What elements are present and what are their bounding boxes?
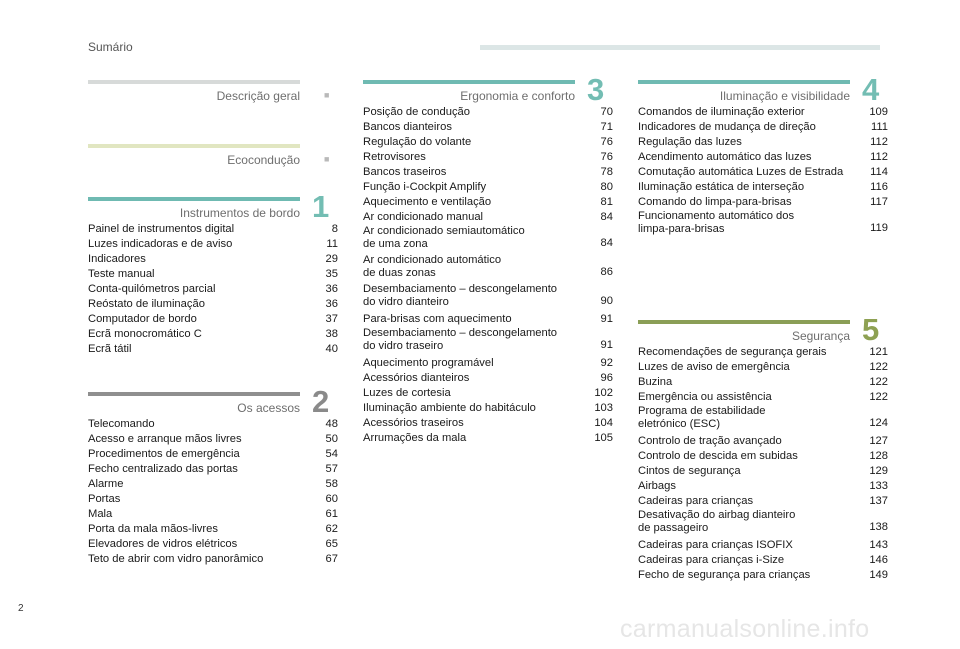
toc-entry-page: 121: [869, 346, 888, 358]
toc-entry[interactable]: [363, 416, 613, 431]
toc-entry-label: Iluminação ambiente do habitáculo: [363, 402, 536, 414]
toc-entry-page: 48: [325, 418, 338, 430]
section-title: Iluminação e visibilidade: [719, 89, 850, 103]
section-title: Descrição geral: [216, 89, 300, 103]
toc-entry-label: Comandos de iluminação exterior: [638, 106, 805, 118]
toc-entry[interactable]: [88, 462, 338, 477]
toc-entry[interactable]: [638, 375, 888, 390]
toc-entry[interactable]: [363, 327, 613, 353]
section-bar: [88, 144, 300, 148]
toc-entry-page: 112: [870, 136, 888, 148]
toc-entry-page: 104: [594, 417, 613, 429]
toc-entry[interactable]: [363, 225, 613, 251]
toc-entry[interactable]: [363, 180, 613, 195]
toc-entry-label: Reóstato de iluminação: [88, 298, 205, 310]
toc-entry-page: 96: [600, 372, 613, 384]
section-bar: [638, 80, 850, 84]
section-bar: [363, 80, 575, 84]
toc-entry[interactable]: [363, 254, 613, 280]
toc-entry[interactable]: [88, 342, 338, 357]
section-seguranca: [638, 312, 888, 583]
section-bar: [88, 197, 300, 201]
toc-entry[interactable]: [88, 327, 338, 342]
toc-list: [88, 222, 338, 357]
toc-entry[interactable]: [88, 312, 338, 327]
toc-entry-label: Indicadores: [88, 253, 146, 265]
toc-entry-page: 50: [325, 433, 338, 445]
section-ergonomia-e-conforto: [363, 72, 613, 446]
section-descricao-geral: [88, 80, 338, 103]
toc-entry-label: Procedimentos de emergência: [88, 448, 240, 460]
toc-entry-label: Programa de estabilidade eletrónico (ESC): [638, 405, 766, 430]
section-number: 1: [312, 189, 330, 224]
toc-entry-page: 91: [600, 313, 613, 325]
toc-entry-label: Conta-quilómetros parcial: [88, 283, 216, 295]
toc-entry-page: 62: [325, 523, 338, 535]
toc-entry-page: 37: [325, 313, 338, 325]
section-number: 3: [587, 72, 605, 107]
toc-entry[interactable]: [638, 135, 888, 150]
toc-entry-page: 76: [600, 136, 613, 148]
toc-entry-page: 80: [600, 181, 613, 193]
toc-entry-page: 61: [325, 508, 338, 520]
toc-entry-page: 38: [325, 328, 338, 340]
toc-entry[interactable]: [88, 507, 338, 522]
section-number: 2: [312, 384, 330, 419]
toc-entry[interactable]: [88, 297, 338, 312]
toc-list: [638, 105, 888, 236]
toc-entry-page: 70: [600, 106, 613, 118]
toc-entry[interactable]: [88, 252, 338, 267]
toc-entry[interactable]: [363, 356, 613, 371]
toc-entry-page: 60: [325, 493, 338, 505]
toc-entry-label: Acessórios traseiros: [363, 417, 464, 429]
toc-entry-label: Painel de instrumentos digital: [88, 223, 235, 235]
toc-entry[interactable]: [638, 509, 888, 535]
section-iluminacao-e-visibilidade: [638, 72, 888, 239]
toc-entry-page: 143: [869, 539, 888, 551]
toc-entry[interactable]: [638, 390, 888, 405]
toc-entry[interactable]: [363, 312, 613, 327]
toc-entry-label: Acesso e arranque mãos livres: [88, 433, 242, 445]
toc-entry-page: 116: [870, 181, 888, 193]
toc-entry[interactable]: [363, 401, 613, 416]
toc-entry-label: Desembaciamento – descongelamento do vidro traseiro: [363, 327, 558, 352]
toc-entry-label: Ar condicionado semiautomático de uma zona: [363, 225, 525, 250]
toc-entry-label: Acessórios dianteiros: [363, 372, 470, 384]
toc-entry[interactable]: [363, 195, 613, 210]
toc-entry-label: Alarme: [88, 478, 124, 490]
section-title: Os acessos: [237, 401, 300, 415]
section-os-acessos: [88, 384, 338, 567]
toc-entry-page: 122: [869, 361, 888, 373]
toc-entry-label: Porta da mala mãos-livres: [88, 523, 218, 535]
toc-entry-label: Airbags: [638, 480, 676, 492]
toc-entry[interactable]: [638, 568, 888, 583]
page-header-title: Sumário: [88, 40, 133, 54]
toc-entry-page: 109: [869, 106, 888, 118]
toc-entry-page: 127: [869, 435, 888, 447]
toc-entry-label: Fecho centralizado das portas: [88, 463, 238, 475]
toc-entry-label: Cadeiras para crianças i-Size: [638, 554, 785, 566]
toc-entry-page: 146: [869, 554, 888, 566]
toc-entry[interactable]: [363, 431, 613, 446]
toc-entry-page: 65: [325, 538, 338, 550]
toc-entry-page: 84: [600, 211, 613, 223]
toc-entry-page: 138: [869, 521, 888, 533]
toc-entry-page: 114: [870, 166, 888, 178]
toc-entry-label: Teto de abrir com vidro panorâmico: [88, 553, 264, 565]
section-number: 5: [862, 312, 880, 347]
toc-entry[interactable]: [363, 371, 613, 386]
toc-entry[interactable]: [88, 477, 338, 492]
toc-entry-page: 81: [600, 196, 613, 208]
toc-entry-label: Cadeiras para crianças: [638, 495, 754, 507]
toc-entry-page: 40: [325, 343, 338, 355]
section-title: Ecocondução: [227, 153, 300, 167]
toc-entry-page: 86: [600, 266, 613, 278]
toc-entry-page: 103: [594, 402, 613, 414]
toc-entry-page: 129: [869, 465, 888, 477]
toc-entry-page: 35: [325, 268, 338, 280]
toc-entry-page: 71: [600, 121, 613, 133]
toc-entry-label: Bancos traseiros: [363, 166, 447, 178]
toc-entry-page: 29: [325, 253, 338, 265]
toc-list: [638, 345, 888, 583]
toc-entry-page: 149: [869, 569, 888, 581]
section-title: Segurança: [791, 329, 850, 343]
toc-entry-page: 84: [600, 237, 613, 249]
toc-entry-label: Posição de condução: [363, 106, 470, 118]
toc-entry[interactable]: [638, 120, 888, 135]
toc-entry-page: 67: [325, 553, 338, 565]
toc-entry[interactable]: [638, 553, 888, 568]
toc-entry-page: 102: [594, 387, 613, 399]
toc-entry-label: Arrumações da mala: [363, 432, 467, 444]
section-bar: [88, 80, 300, 84]
toc-entry[interactable]: [363, 386, 613, 401]
toc-entry[interactable]: [88, 552, 338, 567]
toc-entry-label: Retrovisores: [363, 151, 426, 163]
toc-entry[interactable]: [88, 447, 338, 462]
toc-entry[interactable]: [638, 479, 888, 494]
toc-entry[interactable]: [638, 345, 888, 360]
toc-entry-label: Controlo de descida em subidas: [638, 450, 798, 462]
toc-entry[interactable]: [638, 494, 888, 509]
toc-entry[interactable]: [638, 180, 888, 195]
toc-entry-label: Elevadores de vidros elétricos: [88, 538, 238, 550]
toc-entry-label: Cadeiras para crianças ISOFIX: [638, 539, 793, 551]
toc-entry[interactable]: [88, 537, 338, 552]
toc-entry-label: Bancos dianteiros: [363, 121, 452, 133]
toc-entry[interactable]: [88, 522, 338, 537]
watermark: carmanualsonline.info: [620, 615, 870, 643]
toc-entry-label: Regulação das luzes: [638, 136, 742, 148]
section-bar: [638, 320, 850, 324]
toc-entry[interactable]: [638, 195, 888, 210]
toc-entry-page: 122: [869, 376, 888, 388]
toc-entry-label: Aquecimento e ventilação: [363, 196, 492, 208]
toc-entry-page: 92: [600, 357, 613, 369]
toc-entry-page: 122: [869, 391, 888, 403]
toc-entry-page: 119: [870, 222, 888, 234]
toc-entry[interactable]: [638, 449, 888, 464]
toc-entry-label: Desativação do airbag dianteiro de passageiro: [638, 509, 796, 534]
section-title: Ergonomia e conforto: [460, 89, 575, 103]
toc-entry[interactable]: [363, 210, 613, 225]
section-dot-icon: ■: [324, 154, 330, 164]
toc-entry-page: 11: [326, 238, 338, 250]
toc-entry-page: 91: [600, 339, 613, 351]
toc-entry-label: Ecrã tátil: [88, 343, 132, 355]
toc-entry[interactable]: [638, 538, 888, 553]
toc-entry-page: 36: [325, 298, 338, 310]
toc-entry-label: Ecrã monocromático C: [88, 328, 202, 340]
toc-entry[interactable]: [638, 405, 888, 431]
toc-entry-label: Controlo de tração avançado: [638, 435, 782, 447]
toc-entry-label: Telecomando: [88, 418, 155, 430]
toc-entry-label: Buzina: [638, 376, 673, 388]
toc-list: [88, 417, 338, 567]
toc-list: [363, 105, 613, 446]
toc-entry-label: Recomendações de segurança gerais: [638, 346, 827, 358]
toc-entry[interactable]: [638, 210, 888, 236]
toc-entry-label: Mala: [88, 508, 113, 520]
toc-entry[interactable]: [363, 165, 613, 180]
page-number: 2: [18, 603, 24, 614]
toc-entry-label: Luzes de cortesia: [363, 387, 451, 399]
toc-entry-page: 8: [331, 223, 338, 235]
section-number: 4: [862, 72, 880, 107]
toc-entry-page: 78: [600, 166, 613, 178]
toc-entry-page: 36: [325, 283, 338, 295]
toc-entry-label: Acendimento automático das luzes: [638, 151, 812, 163]
toc-entry-label: Luzes indicadoras e de aviso: [88, 238, 233, 250]
toc-entry-label: Portas: [88, 493, 121, 505]
toc-entry[interactable]: [88, 432, 338, 447]
toc-entry-page: 57: [325, 463, 338, 475]
toc-entry[interactable]: [88, 282, 338, 297]
toc-entry-label: Funcionamento automático dos limpa-para-brisas: [638, 210, 795, 235]
toc-entry-page: 112: [870, 151, 888, 163]
toc-entry-label: Desembaciamento – descongelamento do vidro dianteiro: [363, 283, 558, 308]
toc-entry[interactable]: [638, 464, 888, 479]
toc-entry[interactable]: [363, 283, 613, 309]
header-bar: [480, 45, 880, 50]
toc-entry[interactable]: [88, 492, 338, 507]
toc-entry-page: 58: [325, 478, 338, 490]
toc-entry-label: Regulação do volante: [363, 136, 472, 148]
toc-entry-page: 111: [870, 121, 888, 133]
section-dot-icon: ■: [324, 90, 330, 100]
toc-entry-page: 90: [600, 295, 613, 307]
toc-entry[interactable]: [88, 417, 338, 432]
toc-entry-label: Emergência ou assistência: [638, 391, 772, 403]
toc-entry-page: 54: [325, 448, 338, 460]
toc-entry-label: Luzes de aviso de emergência: [638, 361, 790, 373]
toc-entry-page: 128: [869, 450, 888, 462]
toc-entry-label: Computador de bordo: [88, 313, 197, 325]
toc-entry[interactable]: [638, 150, 888, 165]
toc-entry-page: 124: [869, 417, 888, 429]
section-title: Instrumentos de bordo: [179, 206, 300, 220]
toc-entry[interactable]: [638, 105, 888, 120]
toc-entry-label: Fecho de segurança para crianças: [638, 569, 811, 581]
toc-entry-label: Comando do limpa-para-brisas: [638, 196, 792, 208]
toc-entry[interactable]: [638, 165, 888, 180]
section-instrumentos-de-bordo: [88, 189, 338, 357]
toc-entry[interactable]: [88, 237, 338, 252]
section-ecoconducao: [88, 144, 338, 167]
toc-entry[interactable]: [88, 267, 338, 282]
toc-entry[interactable]: [363, 105, 613, 120]
toc-entry-label: Indicadores de mudança de direção: [638, 121, 816, 133]
toc-entry-page: 105: [594, 432, 613, 444]
toc-entry-page: 137: [869, 495, 888, 507]
toc-entry[interactable]: [363, 150, 613, 165]
toc-entry[interactable]: [638, 360, 888, 375]
toc-entry[interactable]: [88, 222, 338, 237]
toc-entry-page: 133: [869, 480, 888, 492]
toc-entry-label: Função i-Cockpit Amplify: [363, 181, 487, 193]
section-bar: [88, 392, 300, 396]
toc-entry-label: Iluminação estática de interseção: [638, 181, 805, 193]
toc-entry-label: Teste manual: [88, 268, 155, 280]
toc-entry-page: 76: [600, 151, 613, 163]
toc-entry[interactable]: [363, 120, 613, 135]
toc-entry-label: Para-brisas com aquecimento: [363, 313, 512, 325]
toc-entry-label: Comutação automática Luzes de Estrada: [638, 166, 844, 178]
toc-entry-label: Aquecimento programável: [363, 357, 494, 369]
toc-entry[interactable]: [638, 434, 888, 449]
toc-entry-page: 117: [870, 196, 888, 208]
toc-entry-label: Cintos de segurança: [638, 465, 741, 477]
toc-entry-label: Ar condicionado manual: [363, 211, 484, 223]
toc-entry[interactable]: [363, 135, 613, 150]
toc-entry-label: Ar condicionado automático de duas zonas: [363, 254, 502, 279]
